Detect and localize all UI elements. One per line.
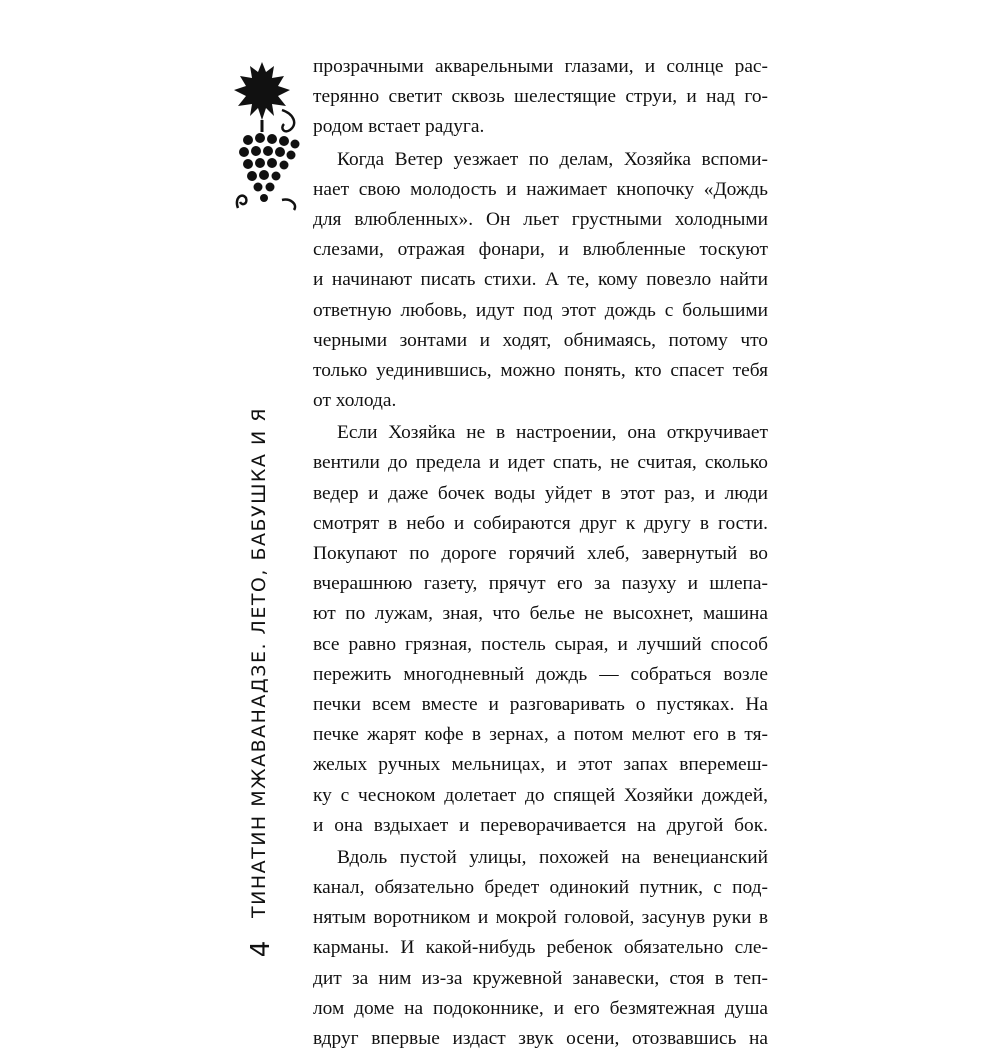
- text-line: пережить многодневный дождь — собраться возле: [313, 663, 768, 685]
- running-head: ТИНАТИН МЖАВАНАДЗЕ. ЛЕТО, БАБУШКА И Я: [248, 407, 270, 918]
- text-line: ответную любовь, идут под этот дождь с большими: [313, 299, 768, 321]
- paragraph-3: [313, 418, 768, 841]
- paragraph-2: [313, 145, 768, 417]
- text-line: слезами, отражая фонари, и влюбленные тоскуют: [313, 239, 768, 261]
- text-line: для влюбленных». Он льет грустными холодными: [313, 208, 768, 230]
- text-line: черными зонтами и ходят, обнимаясь, потому что: [313, 329, 768, 351]
- text-line: карманы. И какой-нибудь ребенок обязательно сле-: [313, 937, 768, 959]
- text-line: ведер и даже бочек воды уйдет в этот раз, и люди: [313, 482, 768, 504]
- text-line: Вдоль пустой улицы, похожей на венецианский: [337, 846, 768, 868]
- text-line: лом доме на подоконнике, и его безмятежная душа: [313, 997, 768, 1019]
- text-line: и она вздыхает и переворачивается на другой бок.: [313, 814, 768, 836]
- paragraph-1: [313, 52, 768, 143]
- body-text: [313, 52, 768, 1056]
- text-line: от холода.: [313, 390, 397, 412]
- text-line: желых ручных мельницах, и этот запах вперемеш-: [313, 754, 768, 776]
- text-line: ют по лужам, зная, что белье не высохнет, машина: [313, 603, 768, 625]
- text-line: смотрят в небо и собираются друг к другу в гости.: [313, 512, 768, 534]
- text-line: печке жарят кофе в зернах, а потом мелют его в тя-: [313, 724, 768, 746]
- text-line: все равно грязная, постель сырая, и лучший способ: [313, 633, 768, 655]
- text-line: нятым воротником и мокрой головой, засунув руки в: [313, 907, 768, 929]
- text-line: дит за ним из-за кружевной занавески, стоя в теп-: [313, 967, 768, 989]
- text-line: вдруг впервые издаст звук осени, отозвавшись на: [313, 1028, 768, 1049]
- text-line: вчерашнюю газету, прячут его за пазуху и шлепа-: [313, 573, 768, 595]
- grape-vine-icon: [232, 58, 304, 213]
- text-line: печки всем вместе и разговаривать о пустяках. На: [313, 693, 768, 715]
- text-line: прозрачными акварельными глазами, и солнце рас-: [313, 56, 768, 77]
- text-line: и начинают писать стихи. А те, кому повезло найти: [313, 269, 768, 291]
- text-line: Если Хозяйка не в настроении, она откручивает: [337, 422, 768, 444]
- text-line: вентили до предела и идет спать, не считая, сколько: [313, 452, 768, 474]
- text-line: Когда Ветер уезжает по делам, Хозяйка вспоми-: [337, 148, 768, 170]
- page-number: 4: [246, 940, 276, 958]
- text-line: ку с чесноком долетает до спящей Хозяйки дождей,: [313, 784, 768, 806]
- text-line: Покупают по дороге горячий хлеб, завернутый во: [313, 543, 768, 564]
- text-line: терянно светит сквозь шелестящие струи, и над го-: [313, 86, 768, 108]
- text-line: только уединившись, можно понять, кто спасет тебя: [313, 359, 768, 381]
- text-line: родом встает радуга.: [313, 116, 485, 138]
- text-line: канал, обязательно бредет одинокий путник, с под-: [313, 877, 768, 899]
- text-line: нает свою молодость и нажимает кнопочку «Дождь: [313, 178, 768, 200]
- paragraph-4: [313, 843, 768, 1054]
